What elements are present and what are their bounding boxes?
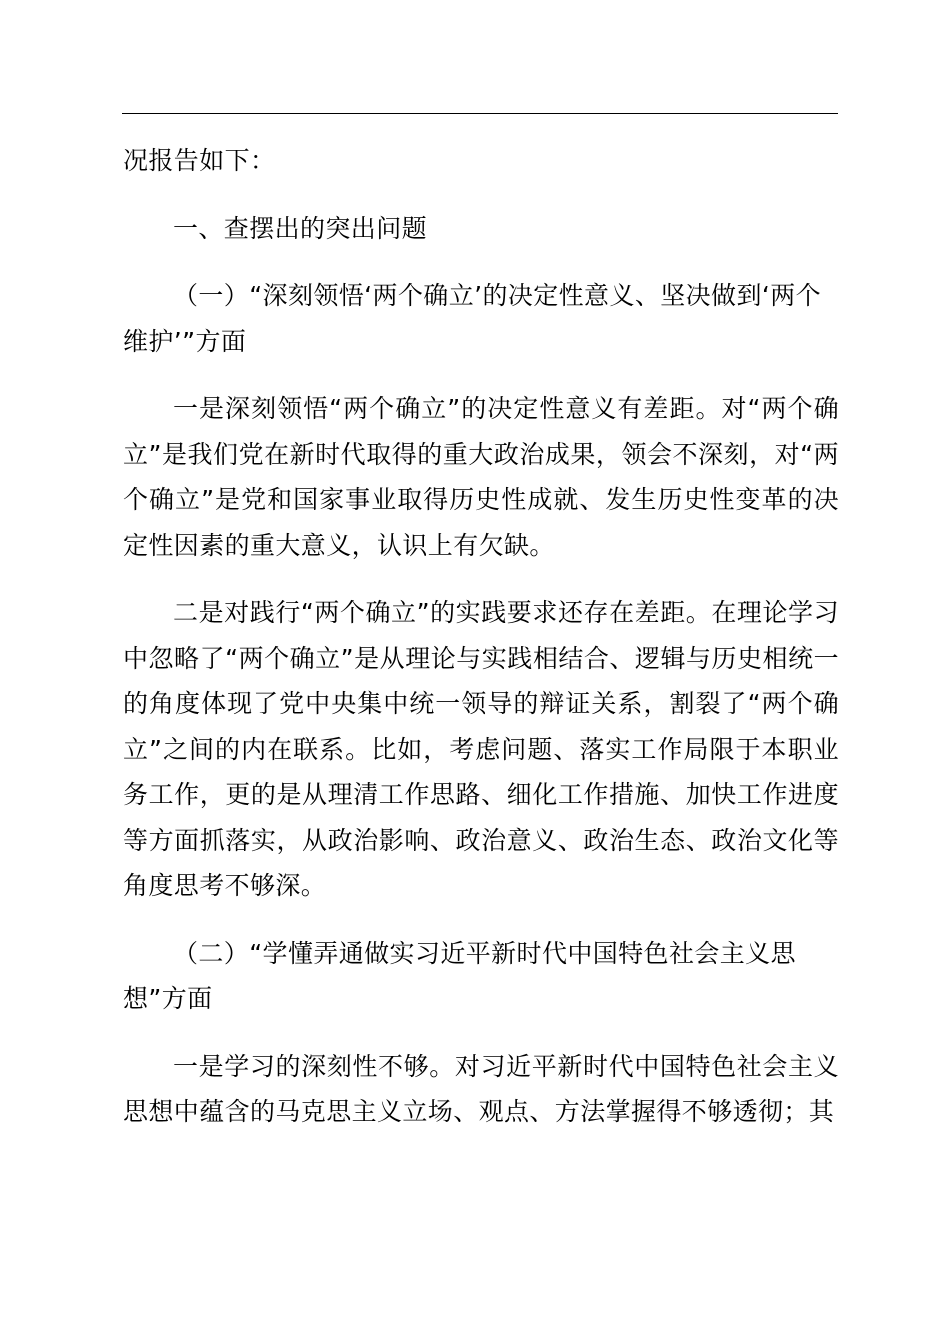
paragraph-point-1-2: 二是对践行“两个确立”的实践要求还存在差距。在理论学习中忽略了“两个确立”是从理论与实践相结合、逻辑与历史相统一的角度体现了党中央集中统一领导的辩证关系，割裂了“两个确立”之间的内在联系。比如，考虑问题、落实工作局限于本职业务工作，更的是从理清工作思路、细化工作措施、加快工作进度等方面抓落实，从政治影响、政治意义、政治生态、政治文化等角度思考不够深。: [123, 598, 839, 900]
paragraph-point-1-1: 一是深刻领悟“两个确立”的决定性意义有差距。对“两个确立”是我们党在新时代取得的重大政治成果，领会不深刻，对“两个确立”是党和国家事业取得历史性成就、发生历史性变革的决定性因素的重大意义，认识上有欠缺。: [123, 394, 839, 560]
header-rule: [122, 113, 838, 114]
subsection-heading-1: （一）“深刻领悟‘两个确立’的决定性意义、坚决做到‘两个 维护’”方面: [123, 281, 821, 356]
paragraph-point-2-1: 一是学习的深刻性不够。对习近平新时代中国特色社会主义思想中蕴含的马克思主义立场、观点、方法掌握得不够透彻；其: [123, 1051, 839, 1126]
subsection-heading-2: （二）“学懂弄通做实习近平新时代中国特色社会主义思 想”方面: [123, 938, 796, 1013]
section-heading-problems: 一、查摆出的突出问题: [173, 213, 428, 243]
document-body: [123, 138, 839, 1135]
paragraph-intro-continuation: 况报告如下：: [123, 146, 276, 175]
